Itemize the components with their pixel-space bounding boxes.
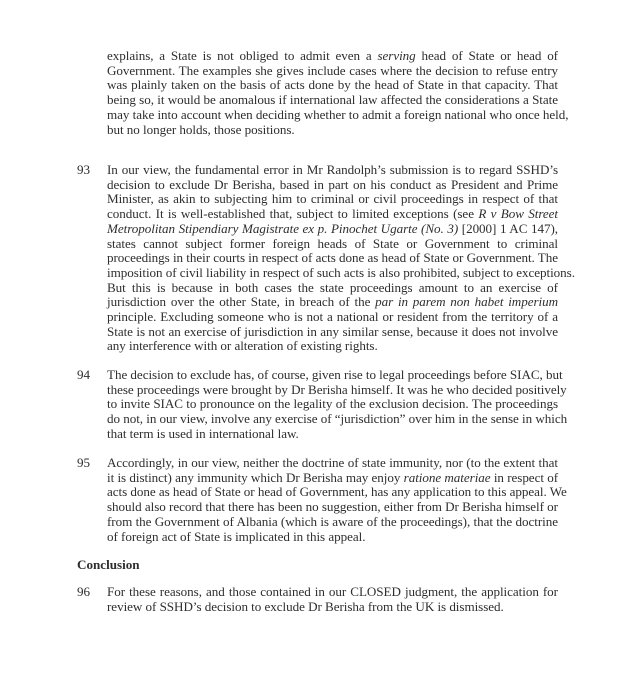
text-line: that term is used in international law. bbox=[107, 425, 299, 441]
paragraph-96 bbox=[107, 585, 558, 614]
paragraph-number-94: 94 bbox=[77, 367, 91, 382]
paragraph-number-93: 93 bbox=[77, 162, 91, 177]
text-line: For these reasons, and those contained in our CLOSED judgment, the application for bbox=[107, 584, 558, 599]
text-line: The decision to exclude has, of course, given rise to legal proceedings before SIAC, but bbox=[107, 367, 563, 382]
text-line: imposition of civil liability in respect of such acts is also prohibited, subject to exceptions. bbox=[107, 264, 575, 280]
text-line: In our view, the fundamental error in Mr Randolph’s submission is to regard SSHD’s bbox=[107, 162, 558, 177]
text-line: states cannot subject former foreign heads of State or Government to criminal bbox=[107, 235, 558, 251]
text-line: of foreign act of State is implicated in this appeal. bbox=[107, 528, 366, 544]
italic-text: Metropolitan Stipendiary Magistrate ex p. Pinochet Ugarte (No. 3) bbox=[107, 220, 459, 236]
text-line: But this is because in both cases the state proceedings amount to an exercise of bbox=[107, 279, 558, 295]
italic-text: serving bbox=[377, 48, 416, 63]
text-line: to invite SIAC to pronounce on the legality of the exclusion decision. The proceedings bbox=[107, 396, 558, 412]
text-line: explains, a State is not obliged to admit even a serving head of State or head of bbox=[107, 48, 558, 63]
text-line: Government. The examples she gives include cases where the decision to refuse entry bbox=[107, 62, 558, 78]
section-heading-conclusion: Conclusion bbox=[77, 557, 140, 572]
text-line: may take into account when deciding whether to admit a foreign national who once held, bbox=[107, 106, 569, 122]
text-line: any interference with or alteration of existing rights. bbox=[107, 338, 378, 354]
text-line: principle. Excluding someone who is not a national or resident from the territory of a bbox=[107, 309, 558, 325]
paragraph-number-95: 95 bbox=[77, 455, 91, 470]
text-line: should also record that there has been no suggestion, either from Dr Berisha himself or bbox=[107, 499, 558, 515]
text-line: it is distinct) any immunity which Dr Berisha may enjoy ratione materiae in respect of bbox=[107, 469, 559, 485]
text-line: these proceedings were brought by Dr Berisha himself. It was he who decided positively bbox=[107, 381, 567, 397]
text-line: from the Government of Albania (which is aware of the proceedings), that the doctrine bbox=[107, 513, 558, 529]
text-line: proceedings in their courts in respect of acts done as head of State or Government. The bbox=[107, 250, 558, 266]
text-line: decision to exclude Dr Berisha, based in part on his conduct as President and Prime bbox=[107, 176, 558, 192]
text-line: jurisdiction over the other State, in breach of the par in parem non habet imperium bbox=[107, 294, 558, 310]
text-line: State is not an exercise of jurisdiction in any similar sense, because it does not involve bbox=[107, 323, 558, 339]
paragraph-93 bbox=[107, 162, 575, 354]
paragraph-95 bbox=[107, 455, 567, 544]
text-line: but no longer holds, those positions. bbox=[107, 121, 295, 137]
text-line: Minister, as akin to subjecting him to criminal or civil proceedings in respect of that bbox=[107, 191, 558, 207]
text-line: review of SSHD’s decision to exclude Dr Berisha from the UK is dismissed. bbox=[107, 598, 504, 614]
italic-text: par in parem non habet imperium bbox=[375, 294, 558, 310]
text-line: do not, in our view, involve any exercise of “jurisdiction” over him in the sense in which bbox=[107, 411, 568, 427]
text-line: Metropolitan Stipendiary Magistrate ex p. Pinochet Ugarte (No. 3) [2000] 1 AC 147), bbox=[107, 220, 559, 236]
text-line: conduct. It is well-established that, subject to limited exceptions (see R v Bow Street bbox=[107, 206, 558, 222]
text-line: was plainly taken on the basis of acts done by the head of State in that capacity. That bbox=[107, 77, 558, 93]
text-line: acts done as head of State or head of Government, has any application to this appeal. We bbox=[107, 484, 567, 500]
text-line: Accordingly, in our view, neither the doctrine of state immunity, nor (to the extent that bbox=[107, 455, 558, 470]
paragraph-94 bbox=[107, 367, 568, 442]
intro-paragraph bbox=[107, 48, 569, 137]
text-line: being so, it would be anomalous if international law affected the considerations a State bbox=[107, 92, 558, 108]
italic-text: R v Bow Street bbox=[478, 206, 558, 222]
paragraph-number-96: 96 bbox=[77, 584, 91, 599]
italic-text: ratione materiae bbox=[403, 469, 491, 485]
